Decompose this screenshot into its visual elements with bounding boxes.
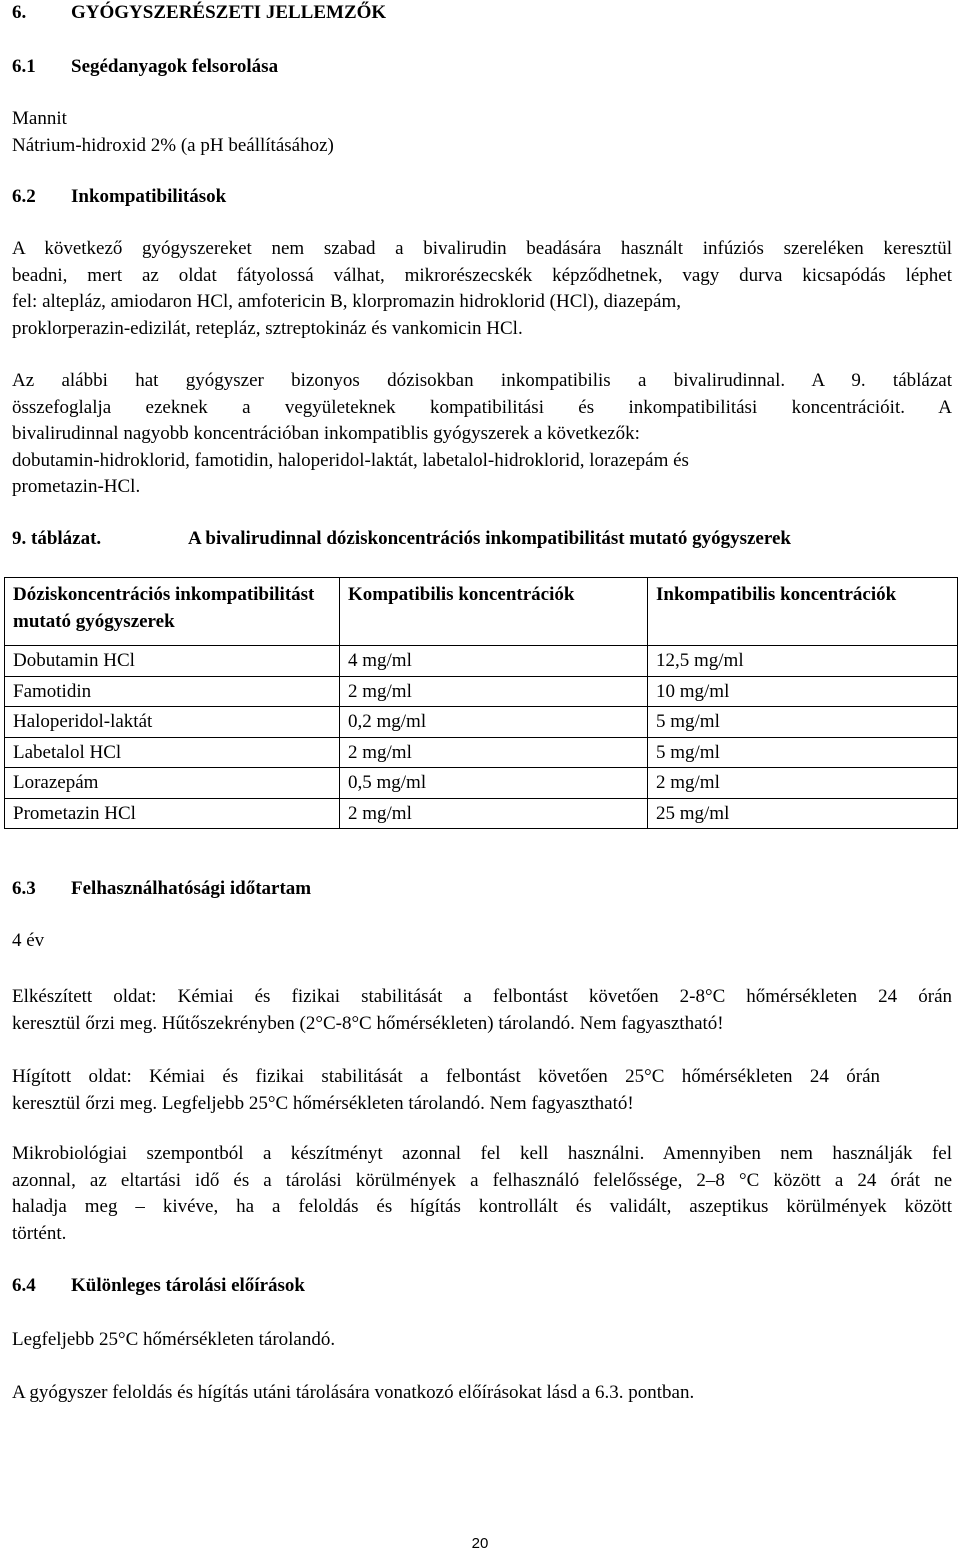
table-cell: 2 mg/ml [340, 798, 648, 829]
paragraph-line: bivalirudinnal nagyobb koncentrációban inkompatiblis gyógyszerek a következők: [12, 423, 640, 444]
paragraph-line: Mikrobiológiai szempontból a készítményt azonnal fel kell használni. Amennyiben nem használják fel [12, 1143, 952, 1164]
table-cell: Haloperidol-laktát [5, 707, 340, 738]
paragraph-line: Az alábbi hat gyógyszer bizonyos dózisokban inkompatibilis a bivalirudinnal. A 9. táblázat [12, 370, 952, 391]
paragraph-line: történt. [12, 1222, 67, 1244]
table-cell: Lorazepám [5, 768, 340, 799]
section-heading-6-3 [12, 878, 311, 900]
section-heading-6-1 [12, 56, 278, 78]
table-cell: 0,2 mg/ml [340, 707, 648, 738]
paragraph-line: keresztül őrzi meg. Hűtőszekrényben (2°C-8°C hőmérsékleten) tárolandó. Nem fagyasztható! [12, 1012, 724, 1034]
paragraph-line: keresztül őrzi meg. Legfeljebb 25°C hőmérsékleten tárolandó. Nem fagyasztható! [12, 1092, 634, 1114]
list-item: Mannit [12, 108, 67, 129]
excipients-list [12, 106, 952, 159]
table-row [5, 768, 958, 799]
paragraph-line: Elkészített oldat: Kémiai és fizikai stabilitását a felbontást követően 2-8°C hőmérsékleten 24 órán [12, 986, 952, 1007]
table-cell: Prometazin HCl [5, 798, 340, 829]
section-title: Felhasználhatósági időtartam [71, 878, 312, 899]
page-number: 20 [471, 1535, 489, 1552]
table-cell: Famotidin [5, 676, 340, 707]
storage-paragraph: Legfeljebb 25°C hőmérsékleten tárolandó. [12, 1329, 336, 1350]
paragraph-line: A következő gyógyszereket nem szabad a bivalirudin beadására használt infúziós szereléken keresztül [12, 238, 952, 259]
table-cell: 25 mg/ml [648, 798, 958, 829]
section-number: 6.1 [12, 56, 36, 77]
section-number: 6. [12, 2, 27, 23]
table-cell: 4 mg/ml [340, 646, 648, 677]
column-header-incompatible: Inkompatibilis koncentrációk [648, 578, 958, 646]
paragraph-dose-incompatibility [12, 368, 952, 501]
paragraph-incompatibilities [12, 236, 952, 342]
column-header-compatible: Kompatibilis koncentrációk [340, 578, 648, 646]
table-cell: 5 mg/ml [648, 737, 958, 768]
list-item: Nátrium-hidroxid 2% (a pH beállításához) [12, 134, 334, 156]
table-cell: Labetalol HCl [5, 737, 340, 768]
table-label: 9. táblázat. [12, 528, 102, 549]
section-heading-6-4 [12, 1275, 305, 1297]
section-title: GYÓGYSZERÉSZETI JELLEMZŐK [71, 2, 387, 23]
paragraph-line: összefoglalja ezeknek a vegyületeknek kompatibilitási és inkompatibilitási koncentrációit. A [12, 396, 952, 418]
table-row [5, 646, 958, 677]
section-title: Különleges tárolási előírások [71, 1275, 305, 1296]
table-header-row [5, 578, 958, 646]
section-title: Segédanyagok felsorolása [71, 56, 279, 77]
table-cell: 12,5 mg/ml [648, 646, 958, 677]
section-title: Inkompatibilitások [71, 186, 227, 207]
storage-reference-paragraph: A gyógyszer feloldás és hígítás utáni tárolására vonatkozó előírásokat lásd a 6.3. pontban. [12, 1382, 695, 1403]
table-row [5, 737, 958, 768]
table-row [5, 707, 958, 738]
incompatibility-table [4, 577, 958, 829]
section-heading-6 [12, 2, 386, 24]
column-header-drug: Dóziskoncentrációs inkompatibilitást mutató gyógyszerek [5, 578, 340, 646]
table-title: A bivalirudinnal dóziskoncentrációs inkompatibilitást mutató gyógyszerek [188, 528, 791, 549]
paragraph-microbiology [12, 1141, 952, 1247]
paragraph-line: azonnal, az eltartási idő és a tárolási körülmények a felhasználó felelőssége, 2–8 °C között a 24 órát ne [12, 1169, 952, 1191]
table-row [5, 798, 958, 829]
section-number: 6.4 [12, 1275, 36, 1296]
table-cell: 2 mg/ml [648, 768, 958, 799]
shelf-life-value: 4 év [12, 930, 45, 951]
table-cell: 5 mg/ml [648, 707, 958, 738]
table-cell: 2 mg/ml [340, 676, 648, 707]
paragraph-line: prometazin-HCl. [12, 476, 141, 497]
paragraph-line: beadni, mert az oldat fátyolossá válhat, mikrorészecskék képződhetnek, vagy durva kicsapódás léphet [12, 264, 952, 286]
section-heading-6-2 [12, 186, 226, 208]
paragraph-reconstituted [12, 984, 952, 1037]
section-number: 6.2 [12, 186, 36, 207]
paragraph-diluted [12, 1064, 952, 1117]
table-cell: 2 mg/ml [340, 737, 648, 768]
paragraph-line: fel: altepláz, amiodaron HCl, amfotericin B, klorpromazin hidroklorid (HCl), diazepám, [12, 291, 682, 312]
table-cell: Dobutamin HCl [5, 646, 340, 677]
table-caption [12, 528, 791, 550]
table-cell: 10 mg/ml [648, 676, 958, 707]
section-number: 6.3 [12, 878, 36, 899]
paragraph-line: dobutamin-hidroklorid, famotidin, haloperidol-laktát, labetalol-hidroklorid, lorazepám és [12, 449, 689, 471]
table-cell: 0,5 mg/ml [340, 768, 648, 799]
paragraph-line: proklorperazin-edizilát, retepláz, sztreptokináz és vankomicin HCl. [12, 317, 523, 339]
table-row [5, 676, 958, 707]
paragraph-line: haladja meg – kivéve, ha a feloldás és hígítás kontrollált és validált, aszeptikus körülmények között [12, 1196, 952, 1217]
paragraph-line: Hígított oldat: Kémiai és fizikai stabilitását a felbontást követően 25°C hőmérsékleten 24 órán [12, 1066, 880, 1087]
